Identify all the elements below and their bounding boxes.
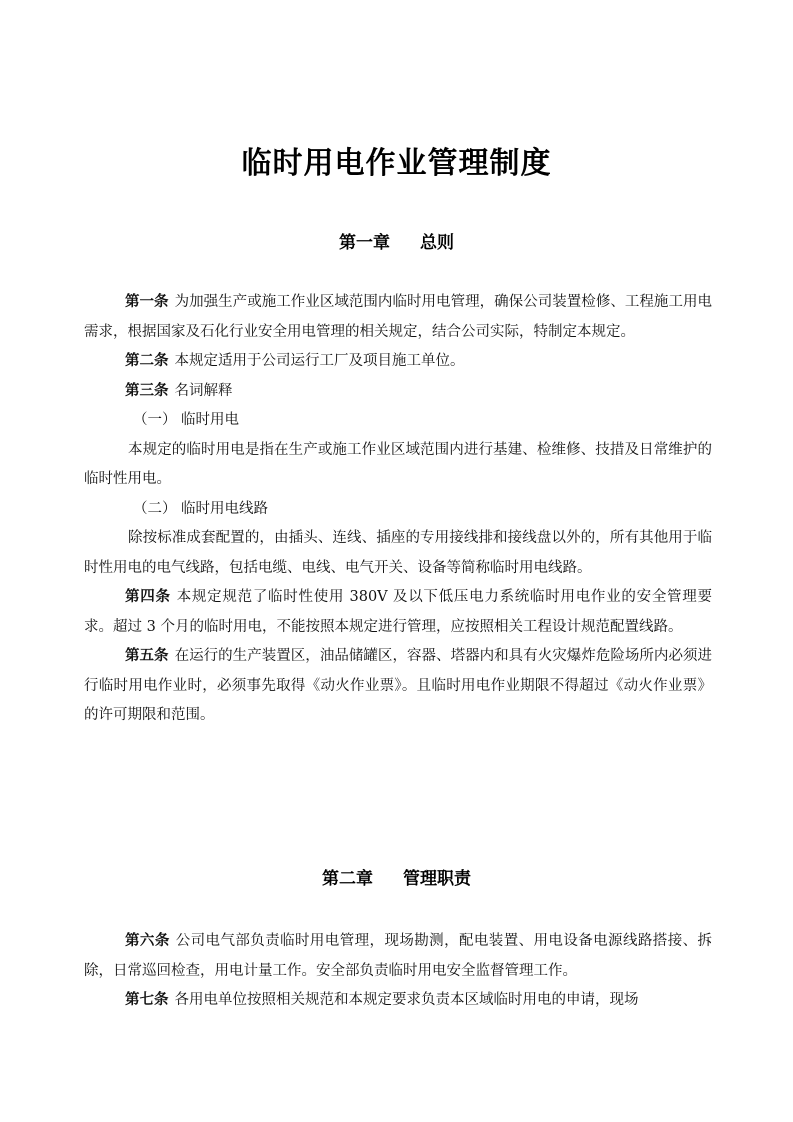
paragraph-text: 本规定的临时用电是指在生产或施工作业区域范围内进行基建、检维修、技措及日常维护的临时性用电。 <box>84 441 712 487</box>
article-label: 第六条 <box>125 933 170 949</box>
chapter-number: 第二章 <box>322 869 373 889</box>
chapter-1-body <box>84 288 712 731</box>
item-text: 临时用电线路 <box>181 500 268 517</box>
article-text: 公司电气部负责临时用电管理，现场勘测，配电装置、用电设备电源线路搭接、拆除，日常巡回检查，用电计量工作。安全部负责临时用电安全监督管理工作。 <box>84 933 713 979</box>
article-4 <box>84 583 712 642</box>
chapter-name: 总则 <box>420 233 454 253</box>
article-3 <box>84 377 712 407</box>
definition-item-1 <box>84 406 712 436</box>
definition-text-2 <box>84 524 712 583</box>
chapter-number: 第一章 <box>339 233 390 253</box>
article-label: 第一条 <box>125 294 169 310</box>
article-5 <box>84 642 712 731</box>
chapter-heading-2 <box>0 864 793 889</box>
article-1 <box>84 288 712 347</box>
article-label: 第三条 <box>125 382 169 399</box>
definition-text-1 <box>84 436 712 495</box>
item-number: （二） <box>133 500 177 517</box>
article-text: 在运行的生产装置区，油品储罐区，容器、塔器内和具有火灾爆炸危险场所内必须进行临时用电作业时，必须事先取得《动火作业票》。且临时用电作业期限不得超过《动火作业票》的许可期限和范围。 <box>84 648 712 723</box>
definition-item-2 <box>84 495 712 525</box>
article-2 <box>84 347 712 377</box>
article-text: 各用电单位按照相关规范和本规定要求负责本区域临时用电的申请，现场 <box>174 992 639 1008</box>
article-text: 为加强生产或施工作业区域范围内临时用电管理，确保公司装置检修、工程施工用电需求，根据国家及石化行业安全用电管理的相关规定，结合公司实际，特制定本规定。 <box>84 294 712 340</box>
article-text: 名词解释 <box>174 382 233 399</box>
chapter-heading-1 <box>0 228 793 253</box>
article-label: 第五条 <box>125 648 169 664</box>
item-number: （一） <box>133 412 177 428</box>
article-label: 第七条 <box>125 992 169 1008</box>
article-7 <box>84 986 712 1016</box>
article-6 <box>84 927 712 986</box>
document-title: 临时用电作业管理制度 <box>241 146 552 181</box>
article-label: 第四条 <box>125 589 171 605</box>
paragraph-text: 除按标准成套配置的，由插头、连线、插座的专用接线排和接线盘以外的，所有其他用于临时性用电的电气线路，包括电缆、电线、电气开关、设备等简称临时用电线路。 <box>84 530 712 576</box>
chapter-name: 管理职责 <box>403 869 471 889</box>
article-label: 第二条 <box>125 353 169 369</box>
article-text: 本规定适用于公司运行工厂及项目施工单位。 <box>174 353 465 369</box>
chapter-2-body <box>84 927 712 1016</box>
article-text: 本规定规范了临时性使用 380V 及以下低压电力系统临时用电作业的安全管理要求。超过 3 个月的临时用电，不能按照本规定进行管理，应按照相关工程设计规范配置线路。 <box>84 589 712 635</box>
item-text: 临时用电 <box>181 412 239 428</box>
